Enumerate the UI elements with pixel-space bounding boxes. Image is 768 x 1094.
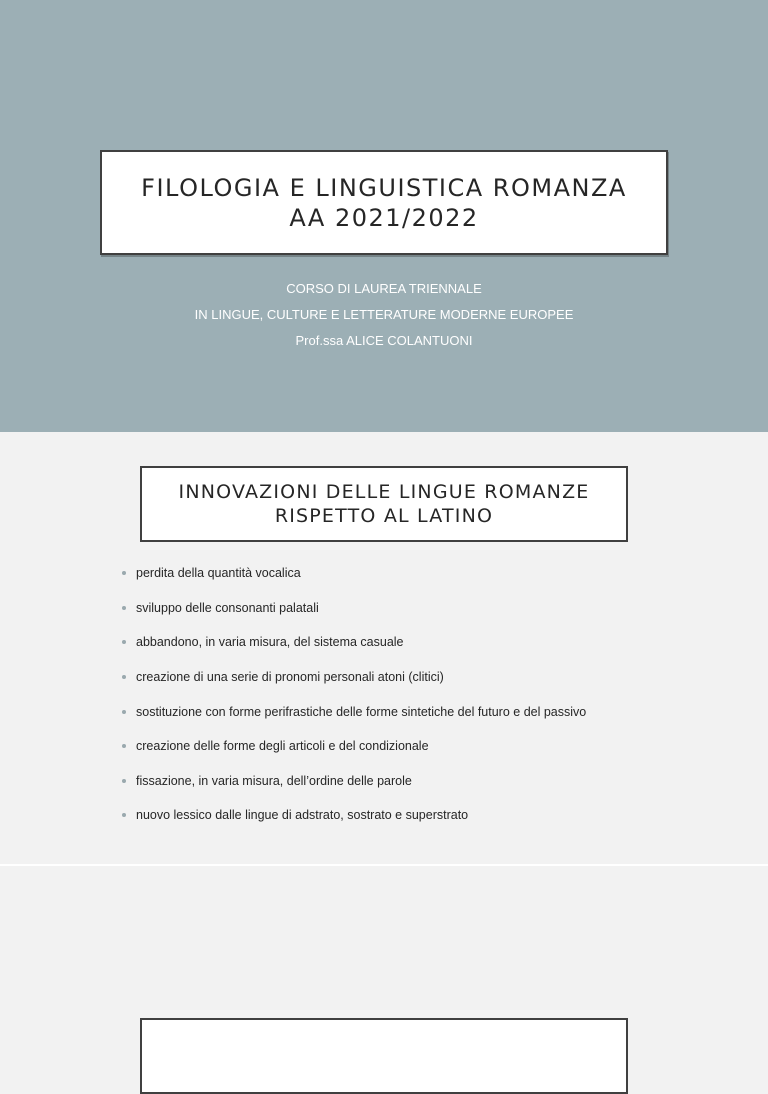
- slide-heading-line-2: RISPETTO AL LATINO: [274, 505, 494, 527]
- bullet-text: creazione delle forme degli articoli e del condizionale: [136, 739, 429, 754]
- bullet-icon: [122, 571, 126, 575]
- slide-next-partial: [0, 866, 768, 1024]
- title-box: [100, 150, 668, 255]
- bullet-icon: [122, 675, 126, 679]
- next-slide-heading-box: [140, 1018, 628, 1094]
- list-item: [122, 556, 586, 591]
- bullet-text: sviluppo delle consonanti palatali: [136, 600, 319, 615]
- bullet-icon: [122, 640, 126, 644]
- slide-heading-line-1: INNOVAZIONI DELLE LINGUE ROMANZE: [178, 481, 590, 503]
- list-item: [122, 729, 586, 764]
- bullet-icon: [122, 606, 126, 610]
- bullet-icon: [122, 710, 126, 714]
- slide-innovazioni: [0, 432, 768, 864]
- list-item: [122, 764, 586, 799]
- bullet-icon: [122, 744, 126, 748]
- degree-line: CORSO DI LAUREA TRIENNALE: [286, 281, 482, 296]
- bullet-icon: [122, 779, 126, 783]
- list-item: [122, 625, 586, 660]
- bullet-icon: [122, 813, 126, 817]
- bullet-text: sostituzione con forme perifrastiche delle forme sintetiche del futuro e del passivo: [136, 704, 587, 719]
- slide-title: [0, 0, 768, 432]
- bullet-text: creazione di una serie di pronomi personali atoni (clitici): [136, 670, 444, 685]
- professor-line: Prof.ssa ALICE COLANTUONI: [295, 333, 473, 348]
- bullet-list: [122, 556, 586, 833]
- bullet-text: nuovo lessico dalle lingue di adstrato, sostrato e superstrato: [136, 808, 469, 823]
- academic-year: AA 2021/2022: [289, 203, 479, 232]
- bullet-text: perdita della quantità vocalica: [136, 566, 301, 581]
- bullet-text: abbandono, in varia misura, del sistema casuale: [136, 635, 404, 650]
- list-item: [122, 694, 586, 729]
- list-item: [122, 798, 586, 833]
- list-item: [122, 660, 586, 695]
- list-item: [122, 591, 586, 626]
- program-line: IN LINGUE, CULTURE E LETTERATURE MODERNE EUROPEE: [194, 307, 574, 322]
- course-title: FILOLOGIA E LINGUISTICA ROMANZA: [141, 173, 627, 202]
- slide-heading-box: [140, 466, 628, 542]
- bullet-text: fissazione, in varia misura, dell’ordine delle parole: [136, 773, 412, 788]
- subtitle: [0, 276, 768, 354]
